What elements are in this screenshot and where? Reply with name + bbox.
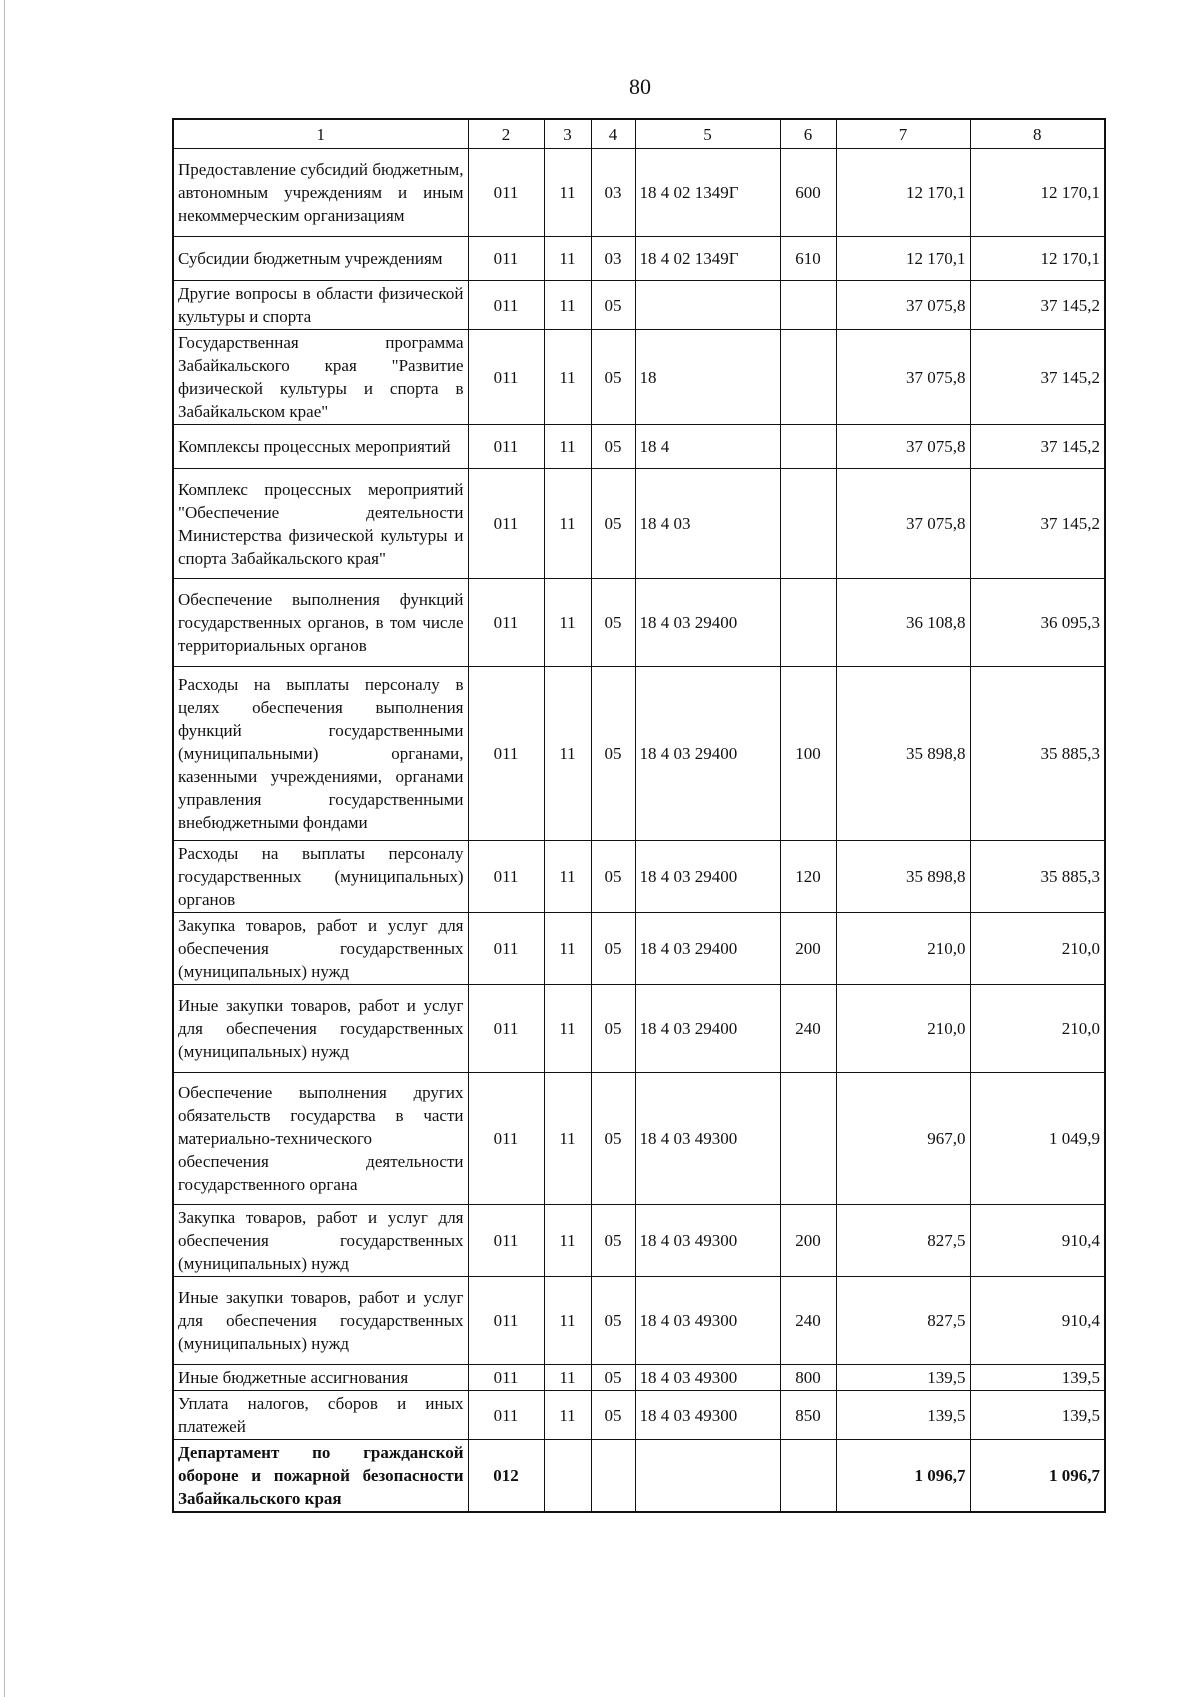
cell-name: Закупка товаров, работ и услуг для обеспечения государственных (муниципальных) нужд xyxy=(173,1205,468,1277)
cell-ministry-code: 011 xyxy=(468,1365,544,1391)
table-row xyxy=(173,1277,1105,1365)
cell-ministry-code: 011 xyxy=(468,913,544,985)
cell-amount-year1: 12 170,1 xyxy=(836,237,970,281)
table-row xyxy=(173,281,1105,330)
cell-expense-type: 800 xyxy=(780,1365,836,1391)
cell-expense-type: 610 xyxy=(780,237,836,281)
cell-amount-year2: 12 170,1 xyxy=(970,237,1105,281)
table-body xyxy=(173,149,1105,1513)
cell-section: 11 xyxy=(544,469,591,579)
cell-target-article: 18 4 03 49300 xyxy=(635,1205,780,1277)
cell-expense-type xyxy=(780,1440,836,1513)
table-row xyxy=(173,1205,1105,1277)
cell-subsection: 05 xyxy=(591,1205,635,1277)
header-col-1: 1 xyxy=(173,119,468,149)
cell-ministry-code: 011 xyxy=(468,425,544,469)
cell-subsection: 05 xyxy=(591,469,635,579)
cell-subsection: 03 xyxy=(591,237,635,281)
cell-amount-year2: 36 095,3 xyxy=(970,579,1105,667)
cell-target-article: 18 4 03 29400 xyxy=(635,913,780,985)
cell-name: Комплекс процессных мероприятий "Обеспечение деятельности Министерства физической культуры и спорта Забайкальского края" xyxy=(173,469,468,579)
cell-ministry-code: 011 xyxy=(468,579,544,667)
cell-section: 11 xyxy=(544,913,591,985)
cell-name: Закупка товаров, работ и услуг для обеспечения государственных (муниципальных) нужд xyxy=(173,913,468,985)
table-row xyxy=(173,1440,1105,1513)
cell-amount-year2: 910,4 xyxy=(970,1205,1105,1277)
cell-expense-type: 850 xyxy=(780,1391,836,1440)
cell-amount-year1: 35 898,8 xyxy=(836,667,970,841)
table-row xyxy=(173,1391,1105,1440)
cell-amount-year2: 37 145,2 xyxy=(970,281,1105,330)
cell-target-article: 18 4 03 49300 xyxy=(635,1391,780,1440)
budget-table xyxy=(172,118,1106,1513)
cell-target-article: 18 4 03 49300 xyxy=(635,1073,780,1205)
budget-table-container xyxy=(172,118,1106,1513)
header-col-4: 4 xyxy=(591,119,635,149)
header-col-6: 6 xyxy=(780,119,836,149)
cell-expense-type xyxy=(780,469,836,579)
cell-name: Субсидии бюджетным учреждениям xyxy=(173,237,468,281)
cell-expense-type: 120 xyxy=(780,841,836,913)
cell-expense-type: 200 xyxy=(780,1205,836,1277)
cell-name: Расходы на выплаты персоналу государственных (муниципальных) органов xyxy=(173,841,468,913)
cell-section: 11 xyxy=(544,1205,591,1277)
cell-amount-year1: 37 075,8 xyxy=(836,425,970,469)
cell-ministry-code: 011 xyxy=(468,149,544,237)
cell-amount-year1: 210,0 xyxy=(836,913,970,985)
cell-ministry-code: 011 xyxy=(468,469,544,579)
table-row xyxy=(173,469,1105,579)
cell-amount-year2: 210,0 xyxy=(970,985,1105,1073)
cell-amount-year2: 910,4 xyxy=(970,1277,1105,1365)
cell-amount-year2: 12 170,1 xyxy=(970,149,1105,237)
cell-subsection: 05 xyxy=(591,985,635,1073)
cell-amount-year1: 827,5 xyxy=(836,1205,970,1277)
cell-name: Департамент по гражданской обороне и пожарной безопасности Забайкальского края xyxy=(173,1440,468,1513)
cell-target-article: 18 4 03 29400 xyxy=(635,579,780,667)
cell-subsection: 05 xyxy=(591,913,635,985)
cell-expense-type xyxy=(780,425,836,469)
cell-amount-year1: 36 108,8 xyxy=(836,579,970,667)
table-row xyxy=(173,841,1105,913)
cell-name: Другие вопросы в области физической культуры и спорта xyxy=(173,281,468,330)
table-row xyxy=(173,1073,1105,1205)
cell-amount-year2: 37 145,2 xyxy=(970,425,1105,469)
cell-name: Иные бюджетные ассигнования xyxy=(173,1365,468,1391)
cell-target-article: 18 4 02 1349Г xyxy=(635,237,780,281)
cell-ministry-code: 011 xyxy=(468,281,544,330)
cell-name: Обеспечение выполнения функций государственных органов, в том числе территориальных органов xyxy=(173,579,468,667)
cell-target-article: 18 4 03 29400 xyxy=(635,841,780,913)
cell-amount-year1: 37 075,8 xyxy=(836,330,970,425)
cell-ministry-code: 011 xyxy=(468,985,544,1073)
cell-amount-year1: 827,5 xyxy=(836,1277,970,1365)
cell-amount-year2: 37 145,2 xyxy=(970,330,1105,425)
cell-expense-type: 240 xyxy=(780,985,836,1073)
cell-ministry-code: 011 xyxy=(468,1073,544,1205)
cell-section: 11 xyxy=(544,237,591,281)
cell-target-article: 18 4 02 1349Г xyxy=(635,149,780,237)
cell-amount-year1: 37 075,8 xyxy=(836,281,970,330)
cell-section: 11 xyxy=(544,425,591,469)
table-row xyxy=(173,237,1105,281)
scan-edge-line xyxy=(4,0,5,1697)
table-header-row xyxy=(173,119,1105,149)
cell-subsection: 03 xyxy=(591,149,635,237)
cell-expense-type: 100 xyxy=(780,667,836,841)
cell-subsection: 05 xyxy=(591,1073,635,1205)
cell-amount-year1: 12 170,1 xyxy=(836,149,970,237)
cell-expense-type: 200 xyxy=(780,913,836,985)
cell-amount-year1: 967,0 xyxy=(836,1073,970,1205)
cell-target-article xyxy=(635,1440,780,1513)
cell-name: Расходы на выплаты персоналу в целях обеспечения выполнения функций государственными (муниципальными) органами, казенными учреждениями, органами управления государственными внебюджетными фондами xyxy=(173,667,468,841)
cell-subsection: 05 xyxy=(591,667,635,841)
cell-ministry-code: 011 xyxy=(468,841,544,913)
cell-target-article: 18 4 03 29400 xyxy=(635,667,780,841)
table-row xyxy=(173,667,1105,841)
cell-name: Иные закупки товаров, работ и услуг для обеспечения государственных (муниципальных) нужд xyxy=(173,1277,468,1365)
table-row xyxy=(173,425,1105,469)
cell-expense-type xyxy=(780,330,836,425)
cell-name: Предоставление субсидий бюджетным, автономным учреждениям и иным некоммерческим организациям xyxy=(173,149,468,237)
cell-target-article: 18 4 03 29400 xyxy=(635,985,780,1073)
cell-subsection: 05 xyxy=(591,281,635,330)
cell-subsection xyxy=(591,1440,635,1513)
cell-section: 11 xyxy=(544,667,591,841)
cell-amount-year1: 210,0 xyxy=(836,985,970,1073)
cell-section xyxy=(544,1440,591,1513)
cell-ministry-code: 011 xyxy=(468,1391,544,1440)
header-col-3: 3 xyxy=(544,119,591,149)
cell-section: 11 xyxy=(544,579,591,667)
cell-expense-type xyxy=(780,579,836,667)
cell-section: 11 xyxy=(544,149,591,237)
cell-section: 11 xyxy=(544,985,591,1073)
cell-name: Иные закупки товаров, работ и услуг для обеспечения государственных (муниципальных) нужд xyxy=(173,985,468,1073)
cell-amount-year1: 35 898,8 xyxy=(836,841,970,913)
table-row xyxy=(173,913,1105,985)
cell-ministry-code: 011 xyxy=(468,667,544,841)
cell-target-article: 18 4 03 49300 xyxy=(635,1277,780,1365)
cell-amount-year1: 37 075,8 xyxy=(836,469,970,579)
cell-ministry-code: 012 xyxy=(468,1440,544,1513)
cell-expense-type xyxy=(780,1073,836,1205)
cell-name: Государственная программа Забайкальского края "Развитие физической культуры и спорта в Забайкальском крае" xyxy=(173,330,468,425)
table-row xyxy=(173,579,1105,667)
cell-target-article: 18 4 03 49300 xyxy=(635,1365,780,1391)
cell-amount-year2: 139,5 xyxy=(970,1365,1105,1391)
cell-target-article: 18 4 03 xyxy=(635,469,780,579)
cell-section: 11 xyxy=(544,1073,591,1205)
table-row xyxy=(173,1365,1105,1391)
cell-amount-year2: 35 885,3 xyxy=(970,841,1105,913)
cell-amount-year2: 1 096,7 xyxy=(970,1440,1105,1513)
table-row xyxy=(173,330,1105,425)
cell-amount-year2: 1 049,9 xyxy=(970,1073,1105,1205)
cell-ministry-code: 011 xyxy=(468,237,544,281)
cell-ministry-code: 011 xyxy=(468,1205,544,1277)
cell-amount-year1: 139,5 xyxy=(836,1365,970,1391)
cell-subsection: 05 xyxy=(591,579,635,667)
cell-section: 11 xyxy=(544,1391,591,1440)
cell-amount-year2: 37 145,2 xyxy=(970,469,1105,579)
cell-target-article xyxy=(635,281,780,330)
cell-target-article: 18 4 xyxy=(635,425,780,469)
cell-name: Уплата налогов, сборов и иных платежей xyxy=(173,1391,468,1440)
cell-subsection: 05 xyxy=(591,1277,635,1365)
cell-amount-year2: 139,5 xyxy=(970,1391,1105,1440)
cell-subsection: 05 xyxy=(591,425,635,469)
header-col-2: 2 xyxy=(468,119,544,149)
table-row xyxy=(173,985,1105,1073)
cell-section: 11 xyxy=(544,841,591,913)
cell-expense-type: 240 xyxy=(780,1277,836,1365)
cell-section: 11 xyxy=(544,330,591,425)
cell-expense-type: 600 xyxy=(780,149,836,237)
cell-name: Обеспечение выполнения других обязательств государства в части материально-технического обеспечения деятельности государственного органа xyxy=(173,1073,468,1205)
cell-subsection: 05 xyxy=(591,841,635,913)
cell-subsection: 05 xyxy=(591,1365,635,1391)
cell-ministry-code: 011 xyxy=(468,1277,544,1365)
page-number: 80 xyxy=(629,74,651,99)
header-col-8: 8 xyxy=(970,119,1105,149)
cell-section: 11 xyxy=(544,1277,591,1365)
header-col-7: 7 xyxy=(836,119,970,149)
cell-amount-year1: 1 096,7 xyxy=(836,1440,970,1513)
cell-amount-year2: 210,0 xyxy=(970,913,1105,985)
table-row xyxy=(173,149,1105,237)
cell-target-article: 18 xyxy=(635,330,780,425)
cell-amount-year1: 139,5 xyxy=(836,1391,970,1440)
cell-subsection: 05 xyxy=(591,330,635,425)
cell-section: 11 xyxy=(544,1365,591,1391)
cell-section: 11 xyxy=(544,281,591,330)
cell-expense-type xyxy=(780,281,836,330)
cell-ministry-code: 011 xyxy=(468,330,544,425)
cell-subsection: 05 xyxy=(591,1391,635,1440)
cell-name: Комплексы процессных мероприятий xyxy=(173,425,468,469)
header-col-5: 5 xyxy=(635,119,780,149)
cell-amount-year2: 35 885,3 xyxy=(970,667,1105,841)
